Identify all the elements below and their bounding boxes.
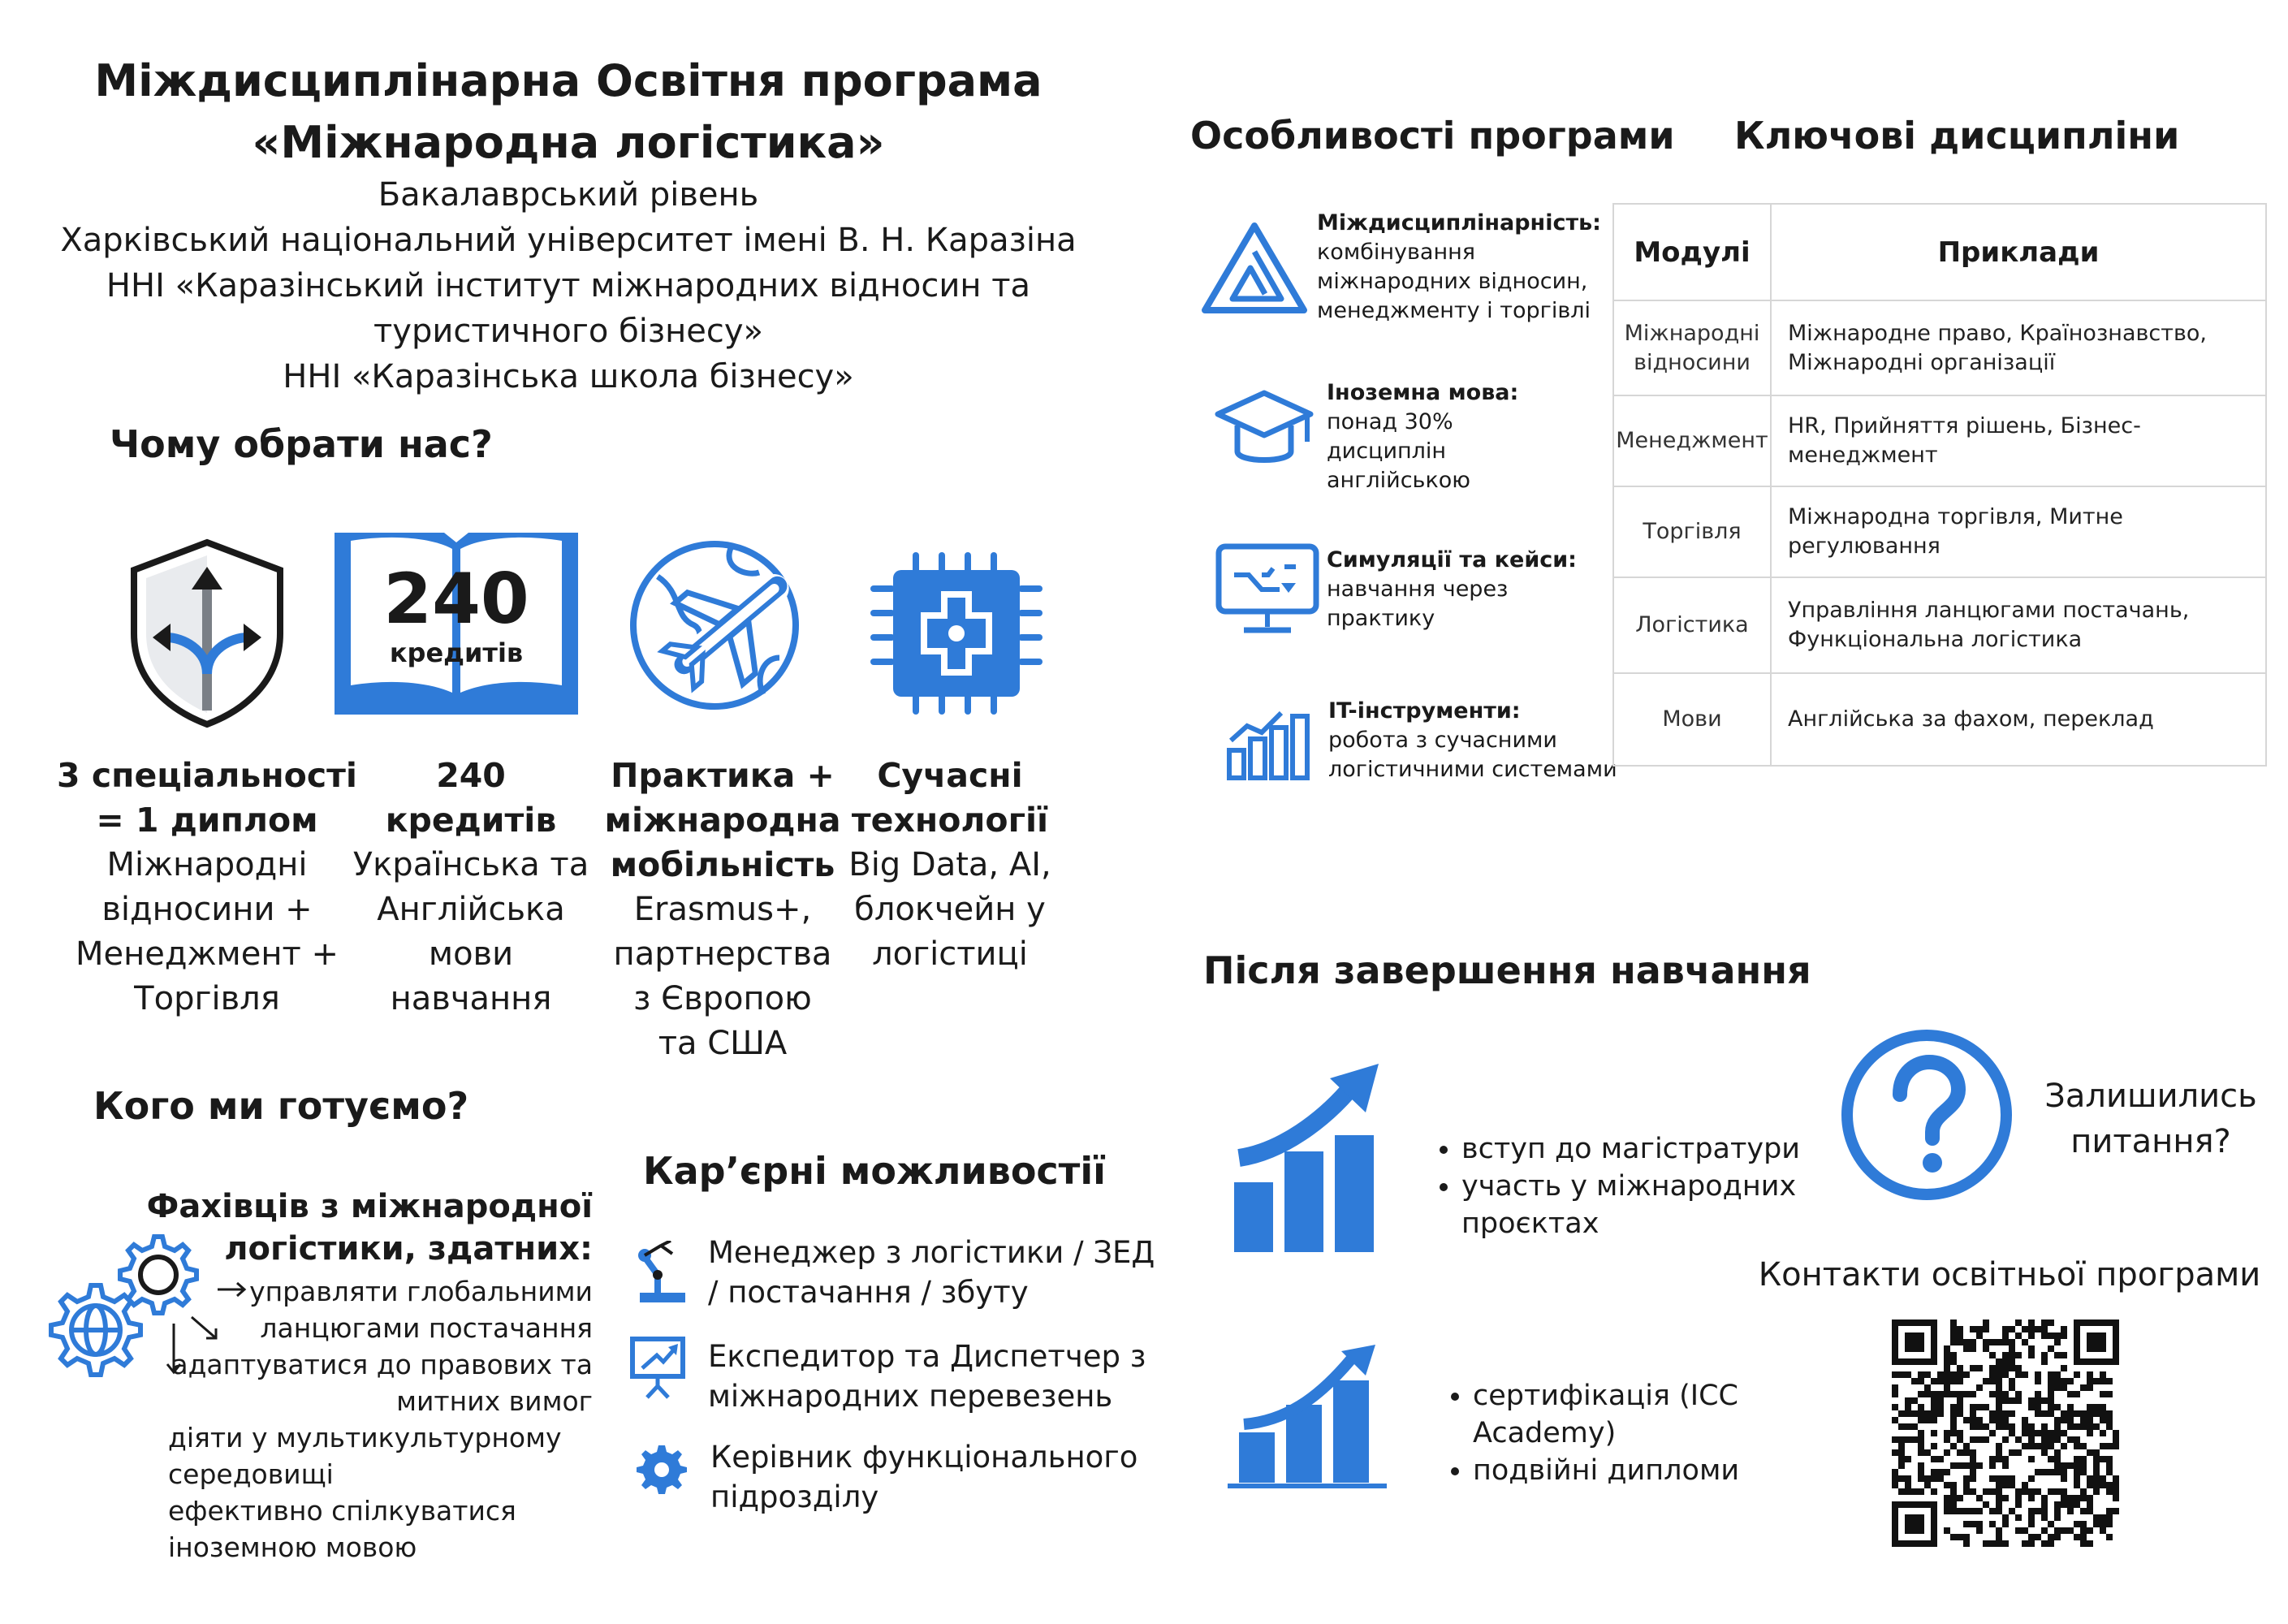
- feature-language: Іноземна мова: понад 30% дисциплін англійською: [1327, 380, 1519, 493]
- col-modules-header: Модулі: [1613, 204, 1771, 300]
- after-list-2: [1434, 1377, 1799, 1489]
- career-item-head: Керівник функціонального підрозділу: [710, 1440, 1138, 1514]
- list-item: • сертифікація (ICC Academy): [1473, 1377, 1799, 1452]
- prepare-heading: Кого ми готуємо?: [93, 1084, 469, 1128]
- prepare-bold: Фахівців з міжнародної логістики, здатних:: [146, 1188, 593, 1268]
- module-cell: Торгівля: [1613, 486, 1771, 577]
- triangle-icon: [1200, 221, 1309, 315]
- institute-1-line-1: ННІ «Каразінський інститут міжнародних відносин та: [106, 267, 1031, 304]
- examples-cell: Міжнародне право, Країнознавство, Міжнародні організації: [1771, 300, 2266, 395]
- question-text: Залишились питання?: [2044, 1078, 2257, 1160]
- list-item: • вступ до магістратури: [1461, 1130, 1804, 1168]
- institute-1-line-2: туристичного бізнесу»: [373, 313, 764, 350]
- qr-code[interactable]: [1892, 1320, 2119, 1547]
- title-line-1: Міждисциплінарна Освітня програма: [94, 55, 1043, 106]
- prepare-lines-left: діяти у мультикультурному середовищі ефективно спілкуватися іноземною мовою: [168, 1422, 562, 1563]
- table-row: [1613, 300, 2266, 395]
- credits-number: 240: [383, 559, 529, 640]
- feature-simulations: Симуляції та кейси: навчання через практику: [1327, 547, 1577, 631]
- question-icon: [1837, 1025, 2017, 1205]
- institute-2: ННІ «Каразінська школа бізнесу»: [283, 358, 854, 395]
- growth-chart-small-icon: [1228, 1343, 1387, 1489]
- examples-cell: Англійська за фахом, переклад: [1771, 673, 2266, 766]
- credits-word: кредитів: [389, 637, 524, 668]
- why-col-mobility: Практика + міжнародна мобільність Erasmus+, партнерства з Європою та США: [604, 756, 841, 1062]
- career-heading: Кар’єрні можливостії: [643, 1149, 1106, 1193]
- module-cell: Міжнародні відносини: [1613, 300, 1771, 395]
- why-col-specialties: 3 спеціальності = 1 диплом Міжнародні відносини + Менеджмент + Торгівля: [57, 756, 357, 1017]
- table-row: [1613, 486, 2266, 577]
- features-heading: Особливості програми: [1190, 114, 1675, 158]
- subtitle-block: [49, 172, 1088, 400]
- graduation-cap-icon: [1213, 388, 1315, 469]
- examples-cell: HR, Прийняття рішень, Бізнес-менеджмент: [1771, 395, 2266, 486]
- disciplines-table: [1612, 203, 2267, 767]
- career-item-manager: Менеджер з логістики / ЗЕД / постачання / збуту: [708, 1235, 1155, 1310]
- page-title: [49, 50, 1088, 174]
- disciplines-heading: Ключові дисципліни: [1734, 114, 2180, 158]
- module-cell: Логістика: [1613, 577, 1771, 673]
- gear-icon: [637, 1444, 687, 1494]
- growth-chart-icon: [1234, 1062, 1380, 1252]
- table-row: [1613, 577, 2266, 673]
- university-text: Харківський національний університет імені В. Н. Каразіна: [60, 222, 1077, 259]
- level-text: Бакалаврський рівень: [378, 176, 759, 214]
- col-examples-header: Приклади: [1771, 204, 2266, 300]
- title-line-2: «Міжнародна логістика»: [252, 117, 885, 168]
- feature-interdisciplinary: Міждисциплінарність: комбінування міжнародних відносин, менеджменту і торгівлі: [1317, 210, 1601, 323]
- module-cell: Менеджмент: [1613, 395, 1771, 486]
- career-item-forwarder: Експедитор та Диспетчер з міжнародних перевезень: [708, 1339, 1146, 1414]
- contacts-label: Контакти освітньої програми: [1758, 1256, 2261, 1294]
- after-heading: Після завершення навчання: [1203, 948, 1811, 992]
- examples-cell: Міжнародна торгівля, Митне регулювання: [1771, 486, 2266, 577]
- table-header-row: [1613, 204, 2266, 300]
- feature-it-tools: IT-інструменти: робота з сучасними логістичними системами: [1328, 698, 1617, 782]
- why-heading: Чому обрати нас?: [110, 422, 493, 466]
- why-col-tech: Сучасні технології Big Data, AI, блокчейн у логістиці: [848, 756, 1051, 973]
- credits-book-icon: [335, 526, 578, 715]
- shield-arrows-icon: [122, 536, 292, 731]
- why-col-credits: 240 кредитів Українська та Англійська мови навчання: [352, 756, 589, 1017]
- bar-chart-icon: [1224, 708, 1310, 781]
- examples-cell: Управління ланцюгами постачань, Функціональна логістика: [1771, 577, 2266, 673]
- module-cell: Мови: [1613, 673, 1771, 766]
- presentation-icon: [629, 1336, 686, 1401]
- table-row: [1613, 673, 2266, 766]
- after-list-1: [1422, 1130, 1804, 1242]
- prepare-lines-right: управляти глобальними ланцюгами постачання адаптуватися до правових та митних вимог: [171, 1276, 593, 1417]
- list-item: • участь у міжнародних проєктах: [1461, 1168, 1804, 1242]
- monitor-icon: [1215, 542, 1320, 638]
- globe-plane-icon: [625, 536, 820, 715]
- chip-icon: [867, 552, 1046, 715]
- list-item: • подвійні дипломи: [1473, 1452, 1799, 1489]
- robot-arm-icon: [633, 1241, 690, 1306]
- table-row: [1613, 395, 2266, 486]
